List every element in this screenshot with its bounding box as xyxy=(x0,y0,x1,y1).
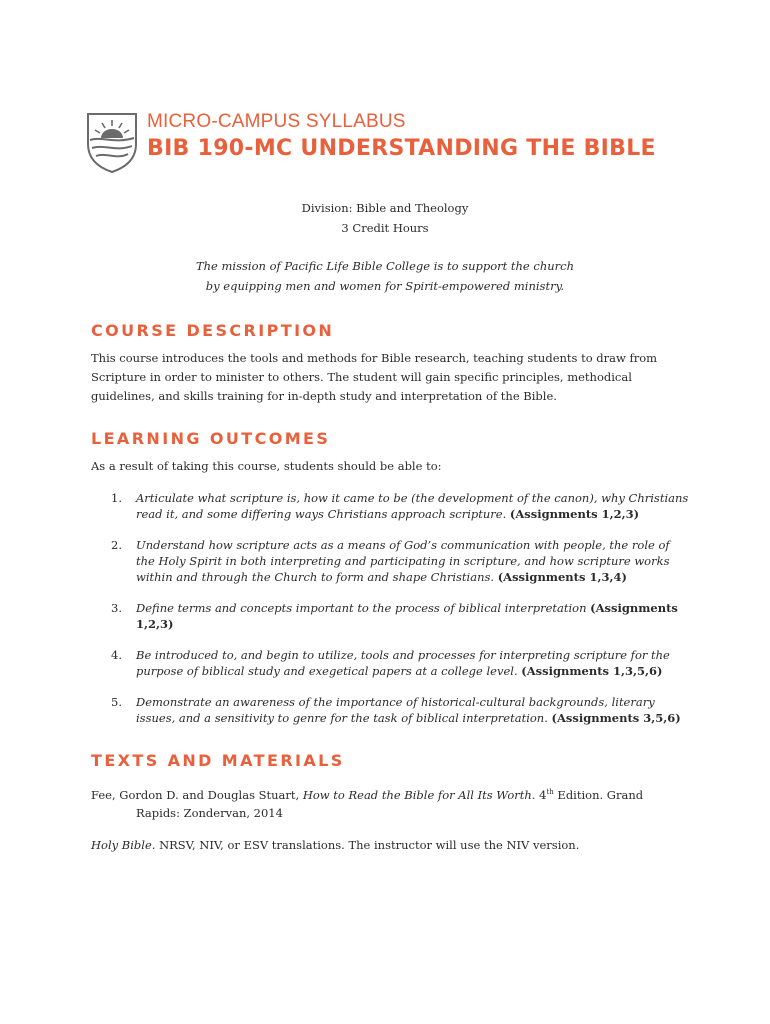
outcome-number: 3. xyxy=(111,601,122,615)
outcome-assignments: (Assignments 1,2,3) xyxy=(136,601,678,631)
bible-translations: NRSV, NIV, or ESV translations. The instructor will use the NIV version. xyxy=(155,838,580,852)
outcome-number: 5. xyxy=(111,695,122,709)
course-meta xyxy=(0,198,770,238)
division-text: Division: Bible and Theology xyxy=(301,201,469,215)
college-logo-icon xyxy=(84,108,140,174)
outcome-text: Be introduced to, and begin to utilize, tools and processes for interpreting scripture for the purpose of biblical study and exegetical papers at a college level. xyxy=(136,648,670,678)
outcome-assignments: (Assignments 3,5,6) xyxy=(551,711,681,725)
page-title: BIB 190-MC UNDERSTANDING THE BIBLE xyxy=(147,136,656,161)
reference-edition-number: 4 xyxy=(535,788,547,802)
outcome-number: 1. xyxy=(111,491,122,505)
mission-line-2: by equipping men and women for Spirit-empowered ministry. xyxy=(205,279,565,293)
course-description-line-3: guidelines, and skills training for in-depth study and interpretation of the Bible. xyxy=(91,389,557,403)
outcome-number: 4. xyxy=(111,648,122,662)
outcome-item xyxy=(91,600,691,632)
outcome-text: Articulate what scripture is, how it came to be (the development of the canon), why Christians read it, and some differing ways Christians approach scripture. xyxy=(136,491,689,521)
course-description-line-2: Scripture in order to minister to others. The student will gain specific principles, methodical xyxy=(91,370,632,384)
bible-title: Holy Bible. xyxy=(91,838,156,852)
course-description-text xyxy=(91,349,691,406)
outcome-item xyxy=(91,490,691,522)
texts-materials-heading: TEXTS AND MATERIALS xyxy=(91,751,345,770)
mission-line-1: The mission of Pacific Life Bible College is to support the church xyxy=(195,259,574,273)
outcome-item xyxy=(91,694,691,726)
reference-edition-text: Edition. Grand xyxy=(553,788,644,802)
mission-statement xyxy=(0,256,770,296)
learning-outcomes-heading: LEARNING OUTCOMES xyxy=(91,429,331,448)
outcome-item xyxy=(91,647,691,679)
outcome-item xyxy=(91,537,691,585)
course-description-heading: COURSE DESCRIPTION xyxy=(91,321,335,340)
document-kicker: MICRO-CAMPUS SYLLABUS xyxy=(147,111,406,132)
outcome-text: Demonstrate an awareness of the importance of historical-cultural backgrounds, literary issues, and a sensitivity to genre for the task of biblical interpretation. xyxy=(136,695,655,725)
outcome-assignments: (Assignments 1,3,4) xyxy=(497,570,627,584)
learning-outcomes-list xyxy=(91,490,691,741)
learning-outcomes-intro: As a result of taking this course, students should be able to: xyxy=(91,459,442,473)
course-description-line-1: This course introduces the tools and methods for Bible research, teaching students to draw from xyxy=(91,351,658,365)
reference-entry-textbook xyxy=(91,786,691,822)
outcome-text: Define terms and concepts important to the process of biblical interpretation xyxy=(136,601,587,615)
reference-edition-superscript: th xyxy=(546,788,554,797)
outcome-number: 2. xyxy=(111,538,122,552)
reference-book-title: How to Read the Bible for All Its Worth. xyxy=(302,788,536,802)
outcome-assignments: (Assignments 1,3,5,6) xyxy=(521,664,663,678)
reference-entry-bible xyxy=(91,836,691,854)
outcome-assignments: (Assignments 1,2,3) xyxy=(509,507,640,521)
reference-publisher: Rapids: Zondervan, 2014 xyxy=(136,806,283,820)
credit-hours-text: 3 Credit Hours xyxy=(341,221,429,235)
reference-authors: Fee, Gordon D. and Douglas Stuart, xyxy=(91,788,303,802)
outcome-text: Understand how scripture acts as a means of God’s communication with people, the role of the Holy Spirit in both interpreting and participating in scripture, and how scripture works within and through the Church to form and shape Christians. xyxy=(136,538,670,584)
